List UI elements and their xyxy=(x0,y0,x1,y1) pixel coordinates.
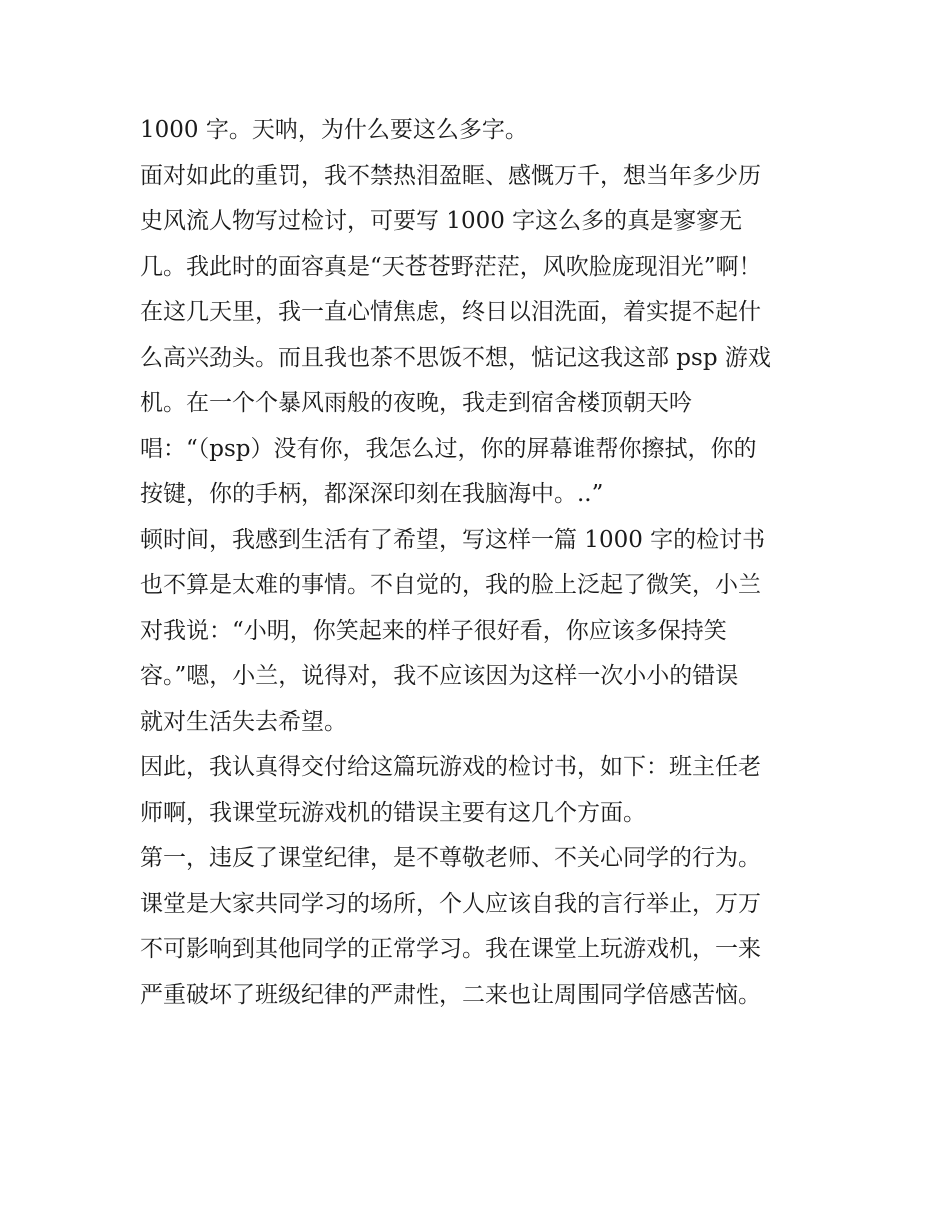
text-line: 机。在一个个暴风雨般的夜晚，我走到宿舍楼顶朝天吟 xyxy=(140,390,692,416)
document-body xyxy=(140,108,830,1018)
text-line: 对我说：“小明，你笑起来的样子很好看，你应该多保持笑 xyxy=(140,617,727,644)
text-line: 面对如此的重罚，我不禁热泪盈眶、感慨万千，想当年多少历 xyxy=(140,162,761,189)
text-line: 1000 字。天呐，为什么要这么多字。 xyxy=(140,117,528,143)
text-line: 史风流人物写过检讨，可要写 1000 字这么多的真是寥寥无 xyxy=(140,208,743,234)
text-line: 顿时间，我感到生活有了希望，写这样一篇 1000 字的检讨书 xyxy=(140,526,766,553)
text-line: 按键，你的手柄，都深深印刻在我脑海中。..” xyxy=(140,481,604,507)
text-line: 也不算是太难的事情。不自觉的，我的脸上泛起了微笑，小兰 xyxy=(140,572,761,598)
text-line: 不可影响到其他同学的正常学习。我在课堂上玩游戏机，一来 xyxy=(140,936,761,962)
text-line: 课堂是大家共同学习的场所，个人应该自我的言行举止，万万 xyxy=(140,890,761,917)
text-line: 几。我此时的面容真是“天苍苍野茫茫，风吹脸庞现泪光”啊！ xyxy=(140,253,762,280)
text-line: 唱：“（psp）没有你，我怎么过，你的屏幕谁帮你擦拭，你的 xyxy=(140,435,757,462)
text-line: 就对生活失去希望。 xyxy=(140,708,347,735)
text-line: 师啊，我课堂玩游戏机的错误主要有这几个方面。 xyxy=(140,799,646,826)
text-line: 在这几天里，我一直心情焦虑，终日以泪洗面，着实提不起什 xyxy=(140,299,761,325)
text-line: 因此，我认真得交付给这篇玩游戏的检讨书，如下：班主任老 xyxy=(140,754,761,780)
text-line: 严重破坏了班级纪律的严肃性，二来也让周围同学倍感苦恼。 xyxy=(140,981,761,1008)
text-line: 么高兴劲头。而且我也茶不思饭不想，惦记这我这部 psp 游戏 xyxy=(140,344,771,371)
text-line: 容。”嗯，小兰，说得对，我不应该因为这样一次小小的错误 xyxy=(140,663,739,689)
text-line: 第一，违反了课堂纪律，是不尊敬老师、不关心同学的行为。 xyxy=(140,845,761,871)
